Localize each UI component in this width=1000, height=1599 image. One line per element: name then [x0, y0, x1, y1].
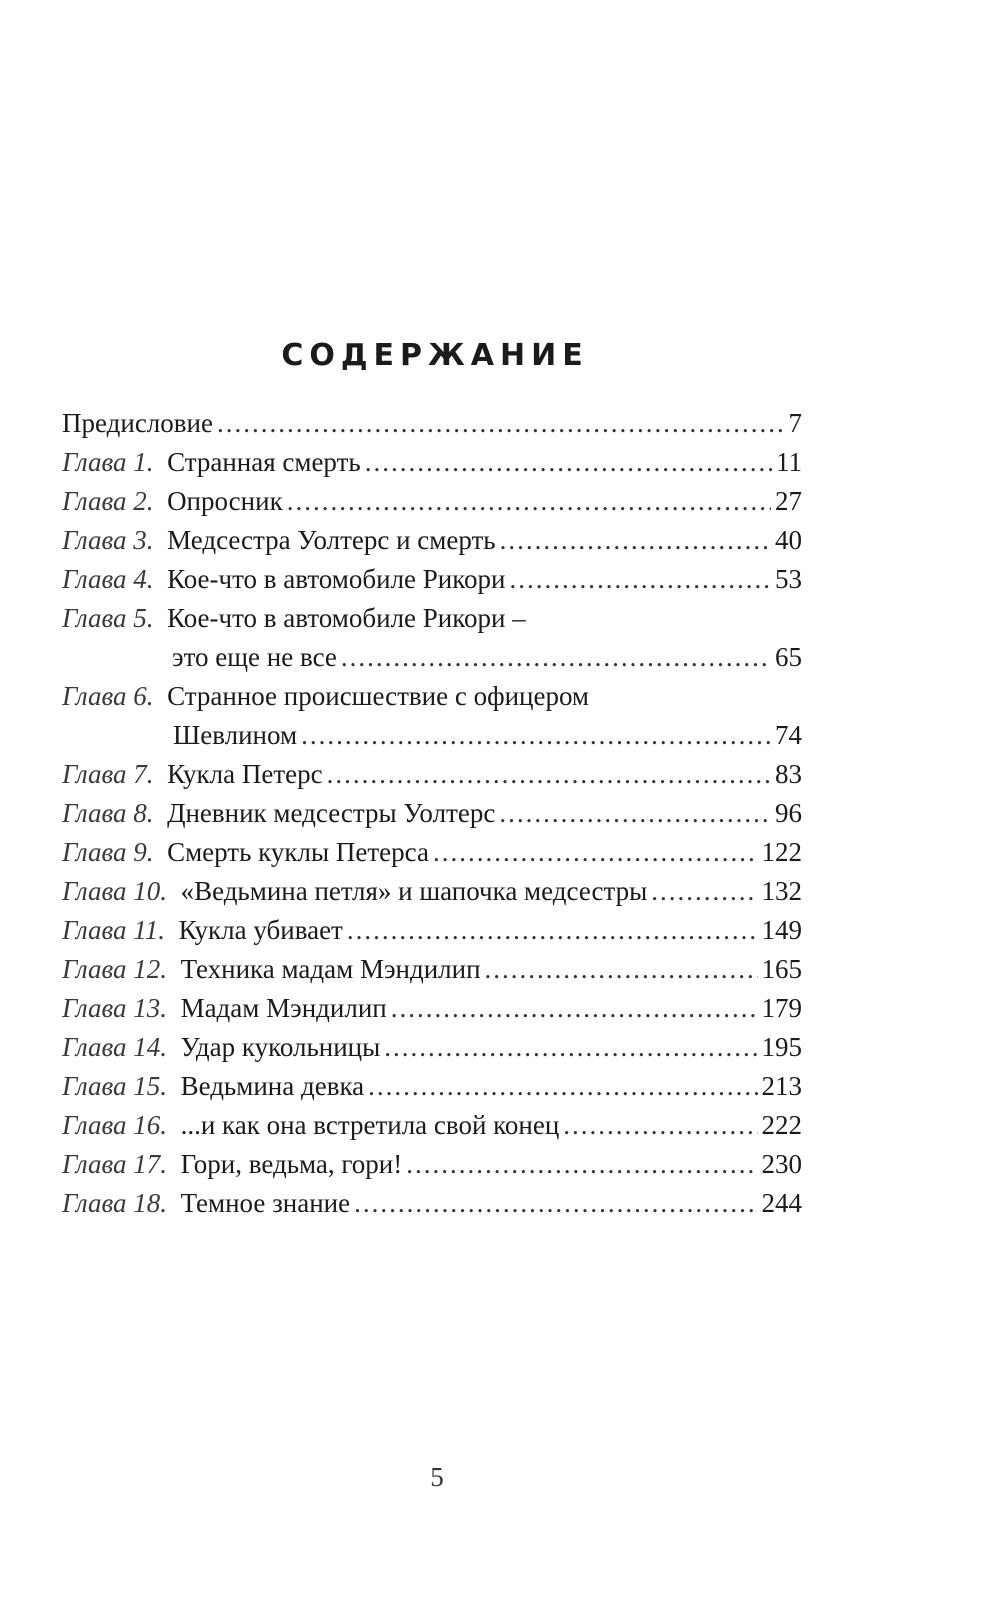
entry-title: Кое-что в автомобиле Рикори [167, 564, 506, 594]
dot-leader [347, 911, 758, 950]
entry-title: Кое-что в автомобиле Рикори – [167, 603, 526, 633]
dot-leader [341, 638, 771, 677]
chapter-label: Глава 15. [62, 1071, 168, 1101]
dot-leader [327, 755, 771, 794]
toc-entry [62, 950, 802, 989]
page-number: 222 [761, 1110, 802, 1140]
chapter-label: Глава 18. [62, 1188, 168, 1218]
page-number: 53 [775, 564, 802, 594]
dot-leader [433, 833, 758, 872]
chapter-label: Глава 7. [62, 759, 154, 789]
page-number: 74 [775, 720, 802, 750]
entry-title-continued: Шевлином [173, 720, 298, 750]
page-number: 149 [761, 915, 802, 945]
toc-entry-continuation [62, 716, 802, 755]
entry-title: Странная смерть [167, 447, 361, 477]
entry-title: Кукла убивает [178, 915, 343, 945]
toc-entry [62, 989, 802, 1028]
dot-leader [485, 950, 758, 989]
dot-leader [354, 1184, 757, 1223]
dot-leader [499, 794, 771, 833]
page-number: 11 [776, 447, 802, 477]
page-number: 179 [761, 993, 802, 1023]
chapter-label: Глава 5. [62, 603, 154, 633]
toc-entry [62, 755, 802, 794]
entry-title: Ведьмина девка [180, 1071, 365, 1101]
page-number: 132 [761, 876, 802, 906]
entry-title: Гори, ведьма, гори! [180, 1149, 403, 1179]
dot-leader [368, 1067, 757, 1106]
chapter-label: Глава 1. [62, 447, 154, 477]
page-title: СОДЕРЖАНИЕ [281, 338, 589, 373]
toc-entry [62, 1028, 802, 1067]
chapter-label: Глава 13. [62, 993, 168, 1023]
toc-entry [62, 1067, 802, 1106]
dot-leader [365, 443, 772, 482]
chapter-label: Глава 12. [62, 954, 168, 984]
page-number: 165 [761, 954, 802, 984]
chapter-label: Глава 11. [62, 915, 166, 945]
page-number: 65 [775, 642, 802, 672]
dot-leader [563, 1106, 757, 1145]
chapter-label: Глава 9. [62, 837, 154, 867]
toc-entry [62, 1106, 802, 1145]
toc-entry [62, 482, 802, 521]
entry-title: Кукла Петерс [167, 759, 323, 789]
toc-entry [62, 443, 802, 482]
dot-leader [651, 872, 757, 911]
entry-title: Смерть куклы Петерса [167, 837, 429, 867]
dot-leader [301, 716, 771, 755]
entry-title: Странное происшествие с офицером [167, 681, 590, 711]
chapter-label: Глава 10. [62, 876, 168, 906]
toc-entry [62, 1145, 802, 1184]
entry-title: «Ведьмина петля» и шапочка медсестры [180, 876, 648, 906]
toc-entry [62, 833, 802, 872]
toc-entry [62, 794, 802, 833]
entry-title: Техника мадам Мэндилип [180, 954, 481, 984]
table-of-contents [62, 404, 802, 1223]
entry-title: Медсестра Уолтерс и смерть [167, 525, 496, 555]
toc-entry [62, 599, 802, 638]
dot-leader [391, 989, 758, 1028]
chapter-label: Глава 17. [62, 1149, 168, 1179]
entry-title: Предисловие [62, 408, 213, 438]
dot-leader [287, 482, 771, 521]
chapter-label: Глава 6. [62, 681, 154, 711]
page-folio-number: 5 [430, 1462, 444, 1492]
dot-leader [500, 521, 771, 560]
chapter-label: Глава 16. [62, 1110, 168, 1140]
entry-title: Удар кукольницы [180, 1032, 381, 1062]
page-number: 244 [761, 1188, 802, 1218]
page-number: 122 [761, 837, 802, 867]
page-number: 213 [761, 1071, 802, 1101]
entry-title: ...и как она встретила свой конец [180, 1110, 560, 1140]
chapter-label: Глава 8. [62, 798, 154, 828]
toc-entry [62, 404, 802, 443]
toc-entry [62, 1184, 802, 1223]
chapter-label: Глава 3. [62, 525, 154, 555]
dot-leader [384, 1028, 757, 1067]
entry-title: Дневник медсестры Уолтерс [167, 798, 496, 828]
page-number: 7 [788, 408, 802, 438]
entry-title-continued: это еще не все [172, 642, 337, 672]
entry-title: Мадам Мэндилип [180, 993, 387, 1023]
toc-entry [62, 911, 802, 950]
page-number: 230 [761, 1149, 802, 1179]
toc-entry-continuation [62, 638, 802, 677]
page-number: 40 [775, 525, 802, 555]
toc-entry [62, 521, 802, 560]
page-number: 195 [761, 1032, 802, 1062]
dot-leader [217, 404, 785, 443]
dot-leader [406, 1145, 757, 1184]
page-number: 83 [775, 759, 802, 789]
chapter-label: Глава 14. [62, 1032, 168, 1062]
toc-entry [62, 677, 802, 716]
entry-title: Опросник [167, 486, 283, 516]
page-number: 27 [775, 486, 802, 516]
toc-entry [62, 560, 802, 599]
toc-entry [62, 872, 802, 911]
page-number: 96 [775, 798, 802, 828]
chapter-label: Глава 4. [62, 564, 154, 594]
entry-title: Темное знание [180, 1188, 351, 1218]
dot-leader [509, 560, 771, 599]
chapter-label: Глава 2. [62, 486, 154, 516]
